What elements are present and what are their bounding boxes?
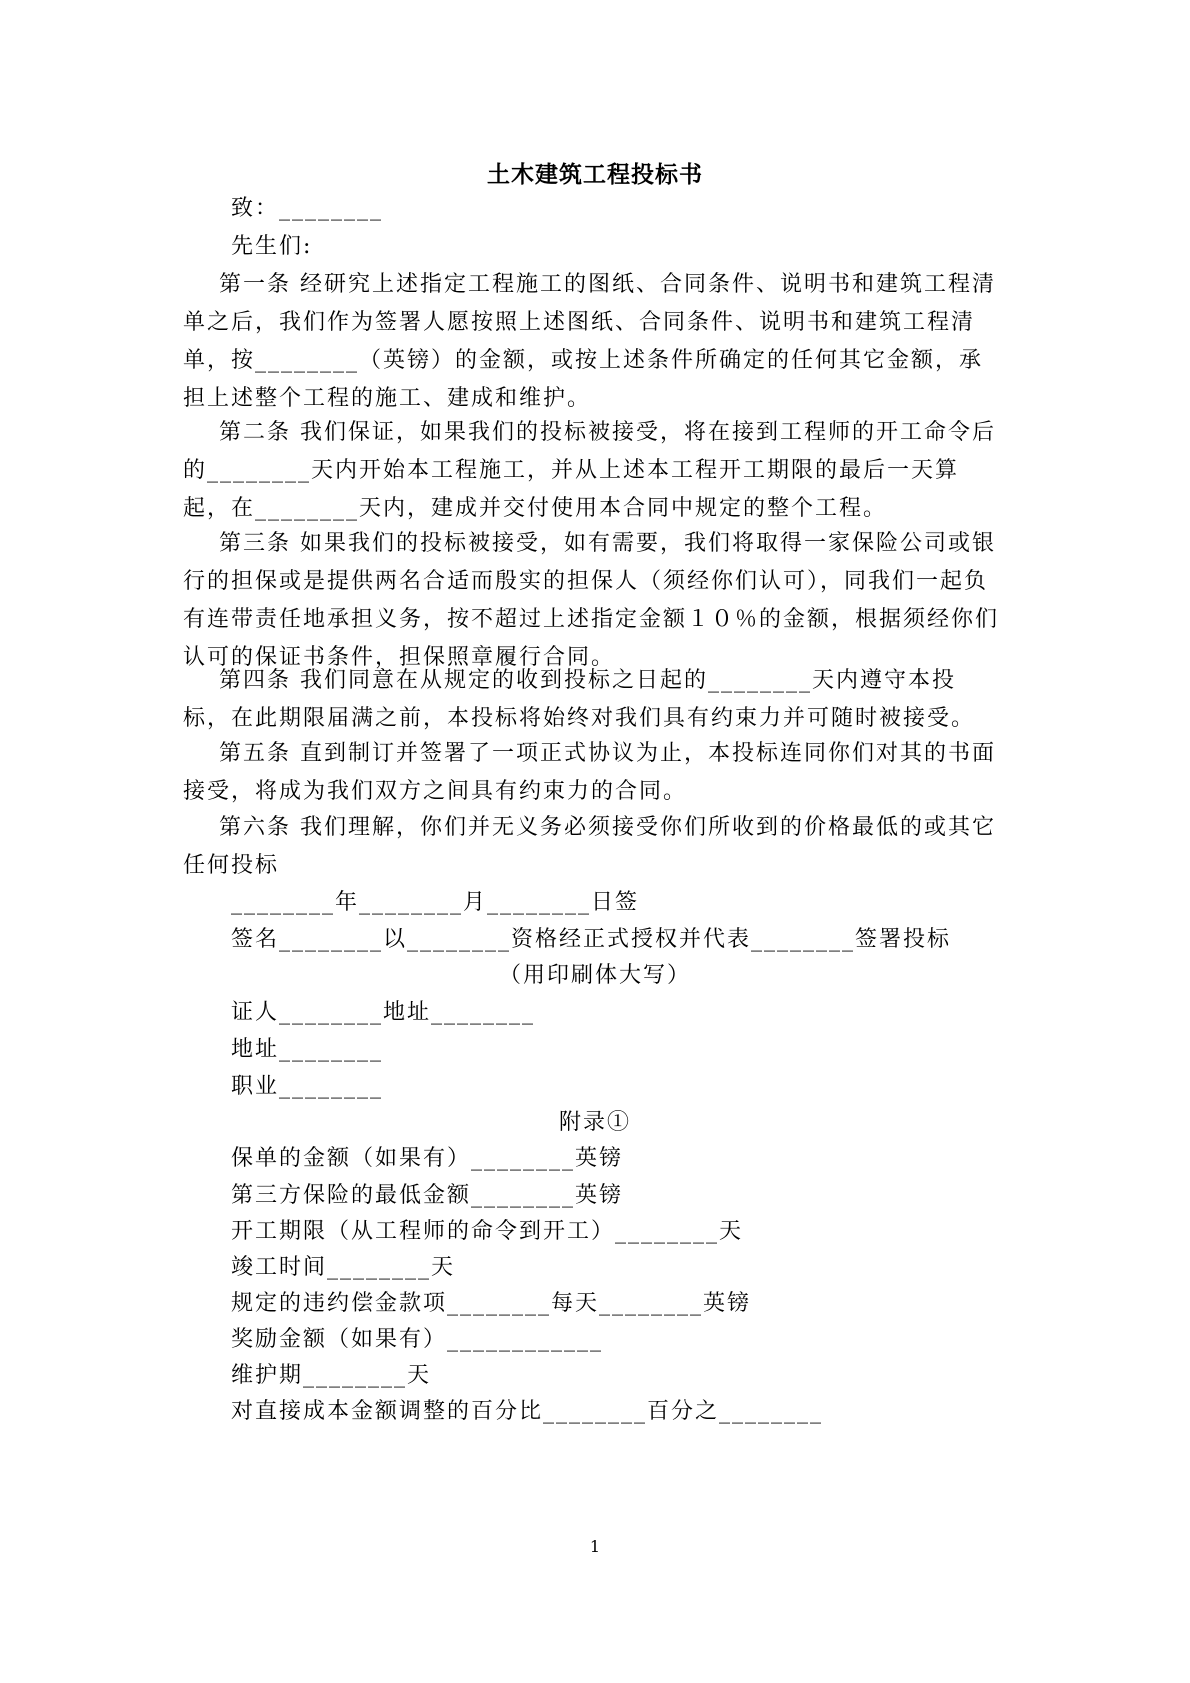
article-2: 第二条 我们保证，如果我们的投标被接受，将在接到工程师的开工命令后的________天内开始本工程施工，并从上述本工程开工期限的最后一天算起，在________天内，建成并交付使用本合同中规定的整个工程。 xyxy=(183,420,996,521)
salutation: 先生们: xyxy=(231,234,313,259)
article-6: 第六条 我们理解，你们并无义务必须接受你们所收到的价格最低的或其它任何投标 xyxy=(183,815,996,878)
signature-line: 签名________以________资格经正式授权并代表________签署投标 xyxy=(231,927,952,952)
appendix-item: 奖励金额（如果有）____________ xyxy=(231,1327,604,1352)
witness-line: 证人________地址________ xyxy=(231,1000,536,1025)
appendix-item: 第三方保险的最低金额________英镑 xyxy=(231,1183,624,1208)
appendix-title: 附录① xyxy=(558,1110,631,1135)
appendix-item: 开工期限（从工程师的命令到开工）________天 xyxy=(231,1219,744,1244)
appendix-item: 竣工时间________天 xyxy=(231,1255,456,1280)
print-note: （用印刷体大写） xyxy=(498,963,691,988)
page-number: 1 xyxy=(589,1537,601,1556)
appendix-item: 规定的违约偿金款项________每天________英镑 xyxy=(231,1291,752,1316)
addressee-line: 致：________ xyxy=(231,196,384,221)
date-line: ________年________月________日签 xyxy=(231,890,640,915)
article-1: 第一条 经研究上述指定工程施工的图纸、合同条件、说明书和建筑工程清单之后，我们作为签署人愿按照上述图纸、合同条件、说明书和建筑工程清单，按________（英镑）的金额，或按上述条件所确定的任何其它金额，承担上述整个工程的施工、建成和维护。 xyxy=(183,272,996,411)
appendix-item: 对直接成本金额调整的百分比________百分之________ xyxy=(231,1399,824,1424)
article-3: 第三条 如果我们的投标被接受，如有需要，我们将取得一家保险公司或银行的担保或是提供两名合适而殷实的担保人（须经你们认可），同我们一起负有连带责任地承担义务，按不超过上述指定金额１０％的金额，根据须经你们认可的保证书条件，担保照章履行合同。 xyxy=(183,531,1000,670)
article-4: 第四条 我们同意在从规定的收到投标之日起的________天内遵守本投标，在此期限届满之前，本投标将始终对我们具有约束力并可随时被接受。 xyxy=(183,668,976,731)
occupation-line: 职业________ xyxy=(231,1074,384,1099)
appendix-item: 保单的金额（如果有）________英镑 xyxy=(231,1146,624,1171)
appendix-item: 维护期________天 xyxy=(231,1363,432,1388)
document-title: 土木建筑工程投标书 xyxy=(487,161,703,188)
article-5: 第五条 直到制订并签署了一项正式协议为止，本投标连同你们对其的书面接受，将成为我们双方之间具有约束力的合同。 xyxy=(183,741,996,804)
address-line: 地址________ xyxy=(231,1037,384,1062)
